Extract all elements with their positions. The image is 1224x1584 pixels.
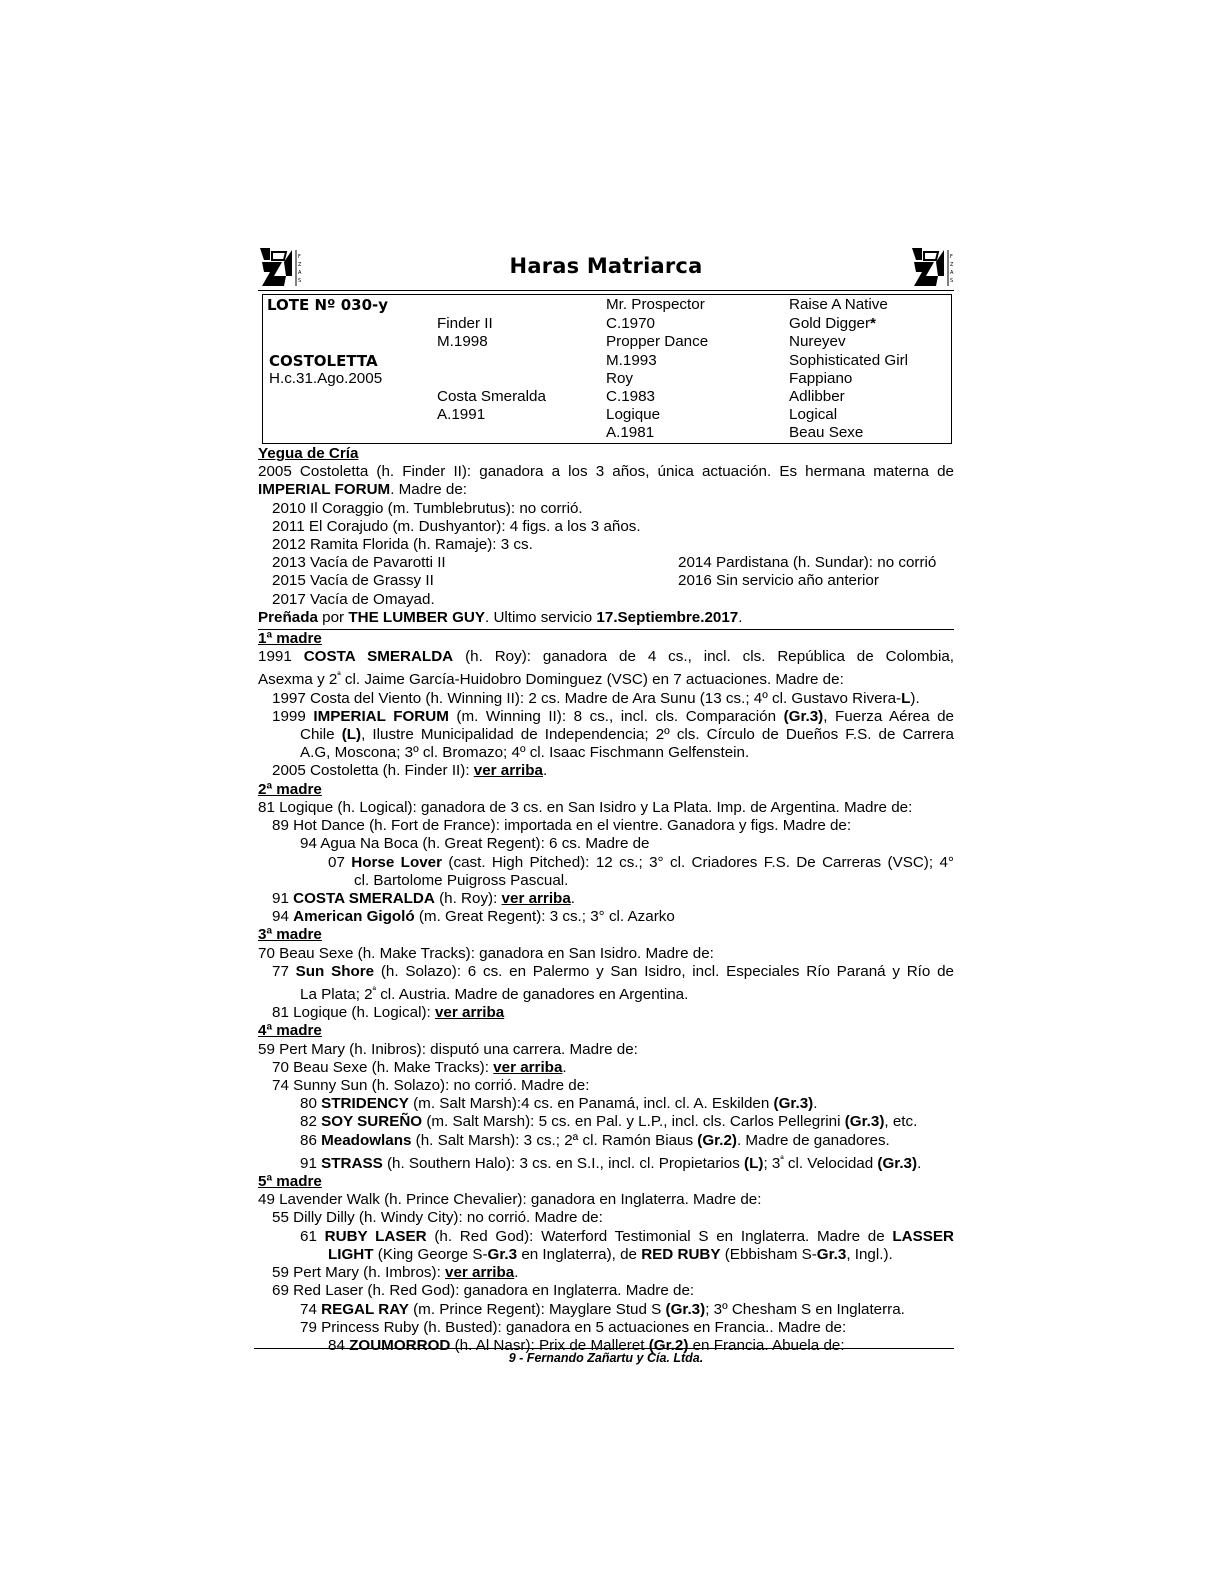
produce-line: 1999 IMPERIAL FORUM (m. Winning II): 8 cs., incl. cls. Comparación (Gr.3), Fuerza Aérea de xyxy=(272,707,954,725)
text-line: 2005 Costoletta (h. Finder II): ganadora a los 3 años, única actuación. Es hermana materna de xyxy=(258,463,954,481)
see-above-link: ver arriba xyxy=(493,1058,563,1076)
pedigree-table xyxy=(262,294,952,444)
svg-text:F: F xyxy=(950,254,953,260)
produce-line: 89 Hot Dance (h. Fort de France): importada en el vientre. Ganadora y figs. Madre de: xyxy=(272,817,852,835)
produce-line: La Plata; $2^ª$ cl. Austria. Madre de ganadores en Argentina. xyxy=(300,984,689,1003)
pedigree-cell: Raise A Native xyxy=(789,296,888,313)
produce-line: cl. Bartolome Puigross Pascual. xyxy=(354,871,569,889)
fz-logo-icon xyxy=(910,246,954,288)
section-heading: 2ª madre xyxy=(258,780,322,798)
svg-text:Z: Z xyxy=(298,262,302,268)
pedigree-cell: Propper Dance xyxy=(606,333,709,350)
footer-divider xyxy=(254,1348,954,1349)
produce-line: 80 STRIDENCY (m. Salt Marsh):4 cs. en Panamá, incl. cl. A. Eskilden (Gr.3). xyxy=(300,1095,818,1113)
svg-text:A: A xyxy=(298,270,302,276)
text-line: Asexma y $2^ª$ cl. Jaime García-Huidobro Dominguez (VSC) en 7 actuaciones. Madre de: xyxy=(258,670,844,689)
pedigree-cell: Gold Digger* xyxy=(789,315,876,332)
produce-line: 69 Red Laser (h. Red God): ganadora en Inglaterra. Madre de: xyxy=(272,1282,695,1300)
pedigree-cell: M.1993 xyxy=(606,352,657,369)
lot-number: LOTE Nº 030-y xyxy=(267,296,389,314)
produce-line: 2013 Vacía de Pavarotti II 2014 Pardistana (h. Sundar): no corrió xyxy=(272,554,937,572)
produce-line: 91 STRASS (h. Southern Halo): 3 cs. en S.I., incl. cl. Propietarios (L); $3^ª$ cl. Velocidad (Gr.3). xyxy=(300,1153,922,1172)
produce-line: 81 Logique (h. Logical): ver arriba xyxy=(272,1004,505,1022)
produce-line: 82 SOY SUREÑO (m. Salt Marsh): 5 cs. en Pal. y L.P., incl. cls. Carlos Pellegrini (Gr.3), etc. xyxy=(300,1113,918,1131)
see-above-link: ver arriba xyxy=(473,762,543,780)
produce-line: 61 RUBY LASER (h. Red God): Waterford Testimonial S en Inglaterra. Madre de LASSER xyxy=(300,1227,954,1245)
page-footer: 9 - Fernando Zañartu y Cía. Ltda. xyxy=(508,1351,704,1365)
produce-line: 2011 El Corajudo (m. Dushyantor): 4 figs. a los 3 años. xyxy=(272,517,641,535)
pedigree-cell: Beau Sexe xyxy=(789,424,864,441)
horse-name: COSTOLETTA xyxy=(269,352,378,370)
section-heading: 4ª madre xyxy=(258,1022,322,1040)
produce-line: A.G, Moscona; 3º cl. Bromazo; 4º cl. Isaac Fischmann Gelfenstein. xyxy=(300,744,750,762)
produce-line: 70 Beau Sexe (h. Make Tracks): ver arriba. xyxy=(272,1058,567,1076)
produce-line: 55 Dilly Dilly (h. Windy City): no corrió. Madre de: xyxy=(272,1209,603,1227)
text-line: 70 Beau Sexe (h. Make Tracks): ganadora en San Isidro. Madre de: xyxy=(258,944,714,962)
produce-line: 84 ZOUMORROD (h. Al Nasr): Prix de Malleret (Gr.2) en Francia. Abuela de: xyxy=(328,1336,845,1354)
svg-text:S: S xyxy=(298,278,302,284)
catalog-body xyxy=(258,445,954,1355)
pedigree-cell: Fappiano xyxy=(789,370,853,387)
produce-line: 86 Meadowlans (h. Salt Marsh): 3 cs.; 2ª cl. Ramón Biaus (Gr.2). Madre de ganadores. xyxy=(300,1131,890,1149)
text-line: 1991 COSTA SMERALDA (h. Roy): ganadora de 4 cs., incl. cls. República de Colombia, xyxy=(258,648,954,666)
pedigree-cell: Roy xyxy=(606,370,634,387)
produce-line: 94 Agua Na Boca (h. Great Regent): 6 cs. Madre de xyxy=(300,835,650,853)
pedigree-cell: Logical xyxy=(789,406,838,423)
pedigree-cell: Nureyev xyxy=(789,333,846,350)
produce-line: 07 Horse Lover (cast. High Pitched): 12 cs.; 3° cl. Criadores F.S. De Carreras (VSC); 4° xyxy=(328,853,954,871)
svg-text:S: S xyxy=(950,278,954,284)
pedigree-cell: Logique xyxy=(606,406,661,423)
sire-info: M.1998 xyxy=(437,333,488,350)
produce-line: 77 Sun Shore (h. Solazo): 6 cs. en Palermo y San Isidro, incl. Especiales Río Paraná y Río de xyxy=(272,962,954,980)
produce-line: 2012 Ramita Florida (h. Ramaje): 3 cs. xyxy=(272,536,533,554)
pedigree-cell: Sophisticated Girl xyxy=(789,352,909,369)
svg-text:Z: Z xyxy=(950,262,954,268)
section-heading: 3ª madre xyxy=(258,926,322,944)
dam-name: Costa Smeralda xyxy=(437,388,546,405)
pedigree-cell: Adlibber xyxy=(789,388,845,405)
produce-line: 1997 Costa del Viento (h. Winning II): 2 cs. Madre de Ara Sunu (13 cs.; 4º cl. Gustavo Rivera-L). xyxy=(272,689,920,707)
section-heading: 1ª madre xyxy=(258,630,322,647)
text-line: 49 Lavender Walk (h. Prince Chevalier): ganadora en Inglaterra. Madre de: xyxy=(258,1191,762,1209)
text-line: IMPERIAL FORUM. Madre de: xyxy=(258,481,468,499)
produce-line: 79 Princess Ruby (h. Busted): ganadora en 5 actuaciones en Francia.. Madre de: xyxy=(300,1318,847,1336)
produce-line: 94 American Gigoló (m. Great Regent): 3 cs.; 3° cl. Azarko xyxy=(272,908,675,926)
sire-name: Finder II xyxy=(437,315,493,332)
dam-info: A.1991 xyxy=(437,406,486,423)
horse-description: H.c.31.Ago.2005 xyxy=(269,370,383,387)
pregnancy-line: Preñada por THE LUMBER GUY. Ultimo servicio 17.Septiembre.2017. xyxy=(258,608,743,626)
produce-line: 2017 Vacía de Omayad. xyxy=(272,590,435,608)
pedigree-cell: A.1981 xyxy=(606,424,655,441)
produce-line: 2010 Il Coraggio (m. Tumblebrutus): no corrió. xyxy=(272,499,583,517)
pedigree-cell: C.1983 xyxy=(606,388,655,405)
see-above-link: ver arriba xyxy=(445,1264,515,1282)
text-line: 59 Pert Mary (h. Inibros): disputó una carrera. Madre de: xyxy=(258,1040,638,1058)
produce-line: 2015 Vacía de Grassy II 2016 Sin servicio año anterior xyxy=(272,572,879,590)
produce-line: 74 REGAL RAY (m. Prince Regent): Mayglare Stud S (Gr.3); 3º Chesham S en Inglaterra. xyxy=(300,1300,905,1318)
text-line: 81 Logique (h. Logical): ganadora de 3 cs. en San Isidro y La Plata. Imp. de Argentina. Madre de: xyxy=(258,798,913,816)
page-title: Haras Matriarca xyxy=(509,254,703,278)
see-above-link: ver arriba xyxy=(434,1004,505,1022)
produce-line: Chile (L), Ilustre Municipalidad de Independencia; 2º cls. Círculo de Dueños F.S. de Carrera xyxy=(300,726,954,744)
section-heading: 5ª madre xyxy=(258,1173,322,1191)
pedigree-cell: Mr. Prospector xyxy=(606,296,705,313)
produce-line: 59 Pert Mary (h. Imbros): ver arriba. xyxy=(272,1264,519,1282)
produce-line: LIGHT (King George S-Gr.3 en Inglaterra), de RED RUBY (Ebbisham S-Gr.3, Ingl.). xyxy=(328,1245,893,1263)
svg-text:F: F xyxy=(298,254,301,260)
pedigree-cell: C.1970 xyxy=(606,315,655,332)
produce-line: 2005 Costoletta (h. Finder II): ver arriba. xyxy=(272,762,548,780)
star-mark: * xyxy=(870,315,876,332)
see-above-link: ver arriba xyxy=(501,889,571,907)
page-header xyxy=(258,244,954,291)
svg-text:A: A xyxy=(950,270,954,276)
produce-line: 91 COSTA SMERALDA (h. Roy): ver arriba. xyxy=(272,889,576,907)
produce-line: 74 Sunny Sun (h. Solazo): no corrió. Madre de: xyxy=(272,1077,590,1094)
section-heading: Yegua de Cría xyxy=(258,445,359,462)
